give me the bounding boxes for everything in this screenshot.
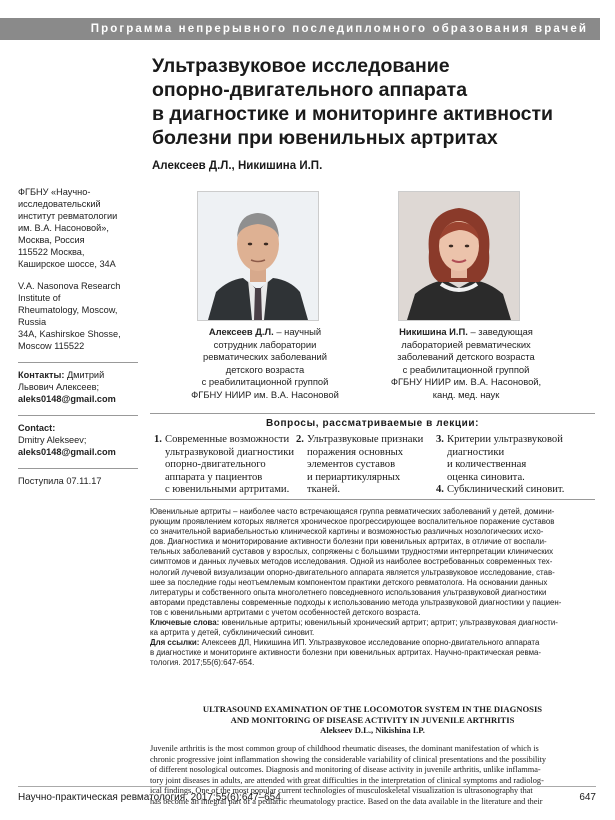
citation-label: Для ссылки: — [150, 638, 200, 648]
question-item — [436, 434, 564, 447]
caption-line: ФГБНУ НИИР им. В.А. Насоновой, — [390, 376, 542, 387]
caption-role: – научный — [273, 326, 322, 337]
caption-role: – заведующая — [467, 326, 533, 337]
question-text: и количественная — [447, 459, 527, 471]
question-text: тканей. — [307, 484, 341, 496]
affiliation-line: Rheumatology, Moscow, — [18, 305, 118, 315]
question-number: 2. — [296, 434, 304, 445]
question-column — [154, 434, 294, 497]
questions-title: Вопросы, рассматриваемые в лекции: — [265, 418, 480, 429]
abstract-en-line: has become an integral part of a pediatric rheumatology practice. Based on the data available in the literature and their — [150, 796, 543, 806]
question-number: 3. — [436, 434, 444, 445]
contact-en-line: Dmitry Alekseev; — [18, 435, 87, 445]
contact-email-ru[interactable]: aleks0148@gmail.com — [18, 394, 116, 404]
abstract-line: шее за последние годы неотъемлемым компонентом практики детского ревматолога. На основании данных — [150, 577, 548, 587]
keywords-text: ювенильные артриты; ювенильный хронический артрит; артрит; ультразвуковая диагности- — [219, 618, 558, 628]
caption-alekseev — [170, 326, 360, 401]
question-text: ультразвуковой диагностики — [165, 446, 295, 458]
contact-en — [18, 422, 146, 458]
abstract-line: литературы и собственного опыта многолетнего повседневного использования ультразвуковой диагностики — [150, 587, 547, 597]
caption-line: сотрудник лаборатории — [213, 338, 317, 350]
question-text: Современные возможности — [165, 434, 290, 445]
affiliation-line: им. В.А. Насоновой», — [18, 223, 109, 233]
question-item — [296, 434, 423, 447]
question-column — [296, 434, 423, 497]
abstract-line: авторами представлены современные подходы к использованию метода ультразвуковой диагностики у пациен- — [150, 597, 562, 607]
caption-line: ФГБНУ НИИР им. В.А. Насоновой — [191, 388, 339, 400]
program-banner: Программа непрерывного последипломного образования врачей — [0, 18, 600, 40]
received-date: Поступила 07.11.17 — [18, 476, 102, 486]
question-text: диагностики — [447, 446, 505, 458]
citation — [150, 638, 595, 648]
portrait-woman-icon — [399, 192, 519, 320]
caption-line: лабораторией ревматических — [401, 338, 531, 350]
caption-line: детского возраста — [225, 363, 305, 375]
affiliation-line: Russia — [18, 317, 47, 327]
contacts-ru-label: Контакты: — [18, 370, 65, 380]
abstract-en-line: chronic progressive joint inflammation showing the considerable variability of clinical presentations and the possibility — [150, 754, 547, 764]
english-authors: Alekseev D.L., Nikishina I.P. — [320, 725, 425, 735]
affiliation-line: исследовательский — [18, 199, 101, 209]
abstract-line: дов. Диагностика и мониторирование активности болезни при ювенильных артритах, в отличие от воспали- — [150, 537, 547, 547]
question-text: с ювенильными артритами. — [165, 484, 290, 496]
abstract-line: тельных заболеваний суставов у взрослых, сопряжены с большими трудностями интерпретации клинических — [150, 547, 554, 557]
abstract-line: симптомов и данных лучевых методов исследования. Одной из наиболее востребованных современных тех- — [150, 557, 553, 567]
sidebar-divider — [18, 362, 138, 363]
title-line: Ультразвуковое исследование — [152, 55, 450, 77]
caption-name: Никишина И.П. — [399, 326, 468, 337]
page-number: 647 — [579, 792, 596, 803]
contact-email-en[interactable]: aleks0148@gmail.com — [18, 447, 116, 457]
question-text: поражения основных — [307, 446, 404, 458]
affiliation-line: 34A, Kashirskoe Shosse, — [18, 329, 121, 339]
affiliation-line: 115522 Москва, — [18, 247, 85, 257]
citation-text: Алексеев ДЛ, Никишина ИП. Ультразвуковое исследование опорно-двигательного аппарата — [199, 638, 540, 648]
abstract-line: со значительной вариабельностью клинической картины и возможностью различных нозологических исхо- — [150, 527, 544, 537]
footer-divider — [18, 786, 596, 787]
affiliation-line: ФГБНУ «Научно- — [18, 187, 91, 197]
question-text: оценка синовита. — [447, 471, 525, 483]
question-text: опорно-двигательного — [165, 459, 266, 471]
footer-journal: Научно-практическая ревматология. 2017;55(6):647–654 — [18, 792, 281, 803]
author-photo-alekseev — [197, 191, 319, 321]
affiliation-line: Moscow 115522 — [18, 341, 85, 351]
caption-name: Алексеев Д.Л. — [208, 326, 274, 337]
abstract-line: Ювенильные артриты – наиболее часто встречающаяся группа ревматических заболеваний у детей, домини- — [150, 507, 555, 516]
abstract-en-line: of different nosological outcomes. Diagnosis and monitoring of disease activity in juvenile arthritis, unlike inflamma- — [150, 765, 541, 775]
contacts-ru-line: Львович Алексеев; — [18, 382, 100, 392]
affiliation-line: Institute of — [18, 293, 61, 303]
affiliation-line: Каширское шоссе, 34А — [18, 259, 116, 269]
affiliation-line: V.A. Nasonova Research — [18, 281, 121, 291]
affiliation-line: Москва, Россия — [18, 235, 85, 245]
caption-line: с реабилитационной группой — [402, 363, 530, 375]
abstract-en-line: Juvenile arthritis is the most common group of childhood rheumatic diseases, the dominant manifestation of which is — [150, 744, 539, 753]
question-number: 1. — [154, 434, 162, 445]
question-text: аппарата у пациентов — [165, 471, 263, 483]
title-line: опорно-двигательного аппарата — [152, 79, 468, 101]
contacts-ru-name: Дмитрий — [64, 370, 105, 380]
question-item — [436, 484, 564, 497]
abstract-en-line: tory joint diseases in adults, are attended with great difficulties in the interpretation of clinical symptoms and radiolog- — [150, 775, 544, 785]
english-title-line: ULTRASOUND EXAMINATION OF THE LOCOMOTOR SYSTEM IN THE DIAGNOSIS — [202, 704, 543, 714]
affiliation-line: институт ревматологии — [18, 211, 118, 221]
question-item — [154, 434, 294, 447]
sidebar — [18, 186, 146, 487]
abstract-ru — [150, 507, 595, 669]
caption-line: ревматических заболеваний — [202, 351, 328, 362]
question-text: Ультразвуковые признаки — [307, 434, 424, 445]
sidebar-divider — [18, 415, 138, 416]
citation-cont: в диагностике и мониторинге активности болезни при ювенильных артритах. Научно-практическая ревма- — [150, 648, 542, 658]
citation-cont: тология. 2017;55(6):647-654. — [150, 658, 255, 668]
sidebar-divider — [18, 468, 138, 469]
question-number: 4. — [436, 484, 444, 496]
contact-en-label: Contact: — [18, 423, 56, 433]
abstract-line: рующим проявлением которых является хроническое прогрессирующее воспалительное поражение суставов — [150, 517, 555, 527]
lecture-questions-box — [150, 413, 595, 500]
authors: Алексеев Д.Л., Никишина И.П. — [152, 160, 323, 172]
title-line: болезни при ювенильных артритах — [152, 127, 498, 149]
abstract-en-line: ical findings. One of the most popular current technologies of musculoskeletal visualization is ultrasonography that — [150, 786, 533, 796]
abstract-line: тов с ювенильными артритами с учетом особенностей детского возраста. — [150, 607, 421, 617]
contacts-ru-line — [18, 369, 146, 381]
caption-line — [371, 326, 561, 339]
keywords-cont: ка артрита у детей, субклинический синовит. — [150, 628, 315, 638]
affiliation-en — [18, 280, 146, 352]
caption-line: канд. мед. наук — [432, 388, 500, 400]
article-title — [152, 54, 592, 150]
title-line: в диагностике и мониторинге активности — [152, 103, 554, 125]
portrait-man-icon — [198, 192, 318, 320]
caption-line: заболеваний детского возраста — [397, 351, 535, 362]
question-column — [436, 434, 564, 497]
author-photo-nikishina — [398, 191, 520, 321]
question-text: элементов суставов — [307, 459, 396, 471]
keywords — [150, 618, 595, 628]
question-text: Субклинический синовит. — [447, 484, 565, 496]
question-text: Критерии ультразвуковой — [447, 434, 563, 445]
keywords-label: Ключевые слова: — [150, 618, 220, 628]
caption-line: с реабилитационной группой — [201, 376, 329, 387]
english-title-line: AND MONITORING OF DISEASE ACTIVITY IN JUVENILE ARTHRITIS — [230, 714, 515, 725]
question-text: и периартикулярных — [307, 471, 401, 483]
english-title — [150, 704, 595, 736]
caption-line — [170, 326, 360, 339]
caption-nikishina — [371, 326, 561, 401]
abstract-line: нологий лучевой визуализации опорно-двигательного аппарата является ультразвуковое исследование, став- — [150, 567, 555, 577]
contacts-ru — [18, 369, 146, 405]
affiliation-ru — [18, 186, 146, 270]
